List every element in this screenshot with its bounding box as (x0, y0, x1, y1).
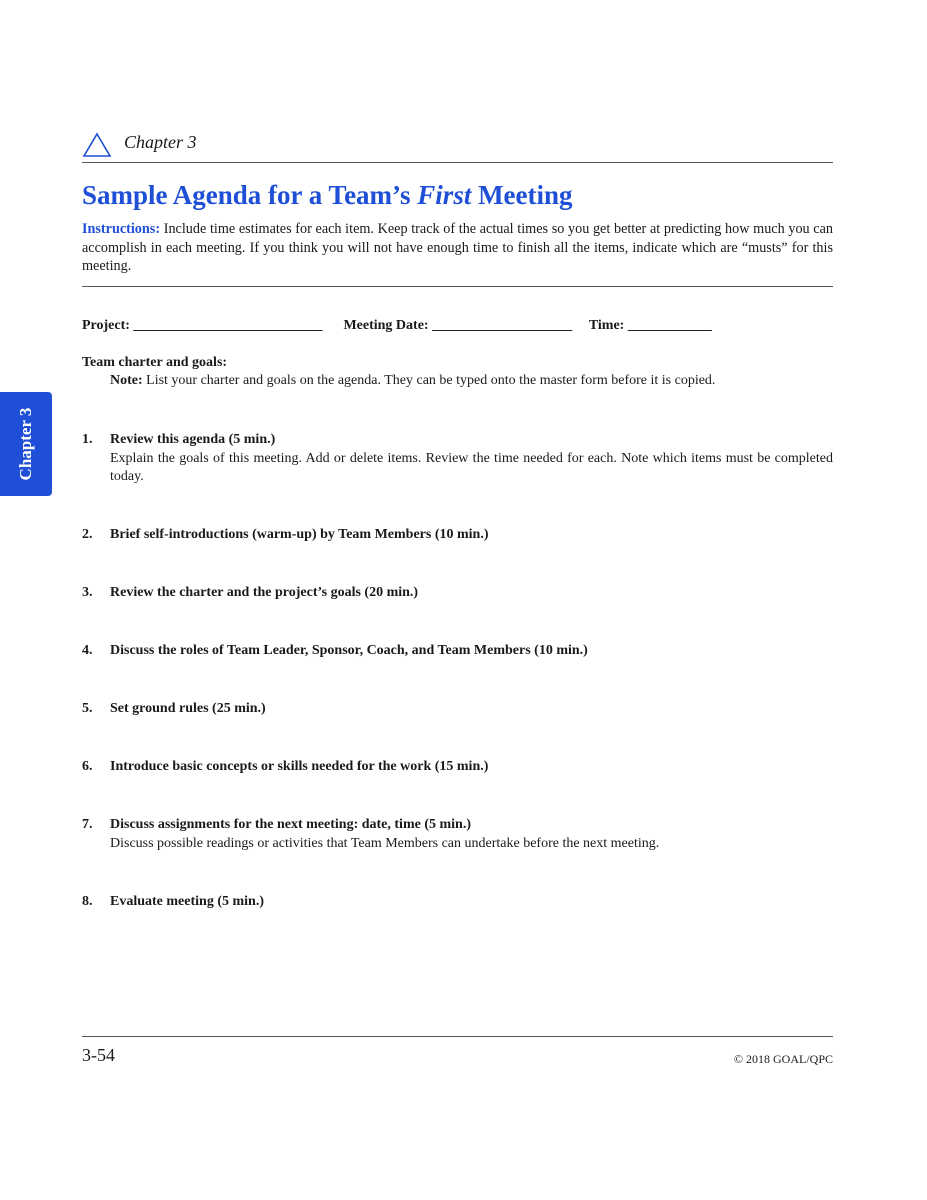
instructions-divider (82, 286, 833, 287)
note-text: List your charter and goals on the agenda. They can be typed onto the master form before it is copied. (142, 373, 716, 388)
triangle-icon (82, 132, 112, 158)
item-number: 3. (82, 585, 93, 600)
item-number: 1. (82, 432, 93, 447)
item-heading: Review the charter and the project’s goals (20 min.) (110, 585, 419, 600)
meeting-fields (82, 318, 833, 334)
header-divider (82, 162, 833, 163)
team-charter-note (110, 373, 833, 389)
page-number: 3-54 (82, 1045, 115, 1065)
time-field[interactable]: Time: ____________ (588, 318, 712, 333)
item-number: 7. (82, 817, 93, 832)
item-description: Explain the goals of this meeting. Add or delete items. Review the time needed for each. Note which items must be completed today. (110, 451, 833, 484)
instructions (82, 220, 833, 276)
meeting-date-field[interactable]: Meeting Date: ____________________ (343, 318, 573, 333)
item-heading: Introduce basic concepts or skills needed for the work (15 min.) (110, 759, 489, 774)
item-heading: Brief self-introductions (warm-up) by Team Members (10 min.) (110, 527, 489, 542)
footer-divider (82, 1036, 833, 1037)
copyright: © 2018 GOAL/QPC (733, 1052, 833, 1066)
note-label: Note: (110, 373, 143, 388)
item-number: 4. (82, 643, 93, 658)
item-heading: Discuss the roles of Team Leader, Sponsor, Coach, and Team Members (10 min.) (110, 643, 588, 658)
agenda-item (82, 432, 833, 484)
title-part-1: Sample Agenda for a Team’s (82, 180, 418, 210)
item-heading: Discuss assignments for the next meeting: date, time (5 min.) (110, 817, 471, 832)
item-heading: Evaluate meeting (5 min.) (110, 894, 264, 909)
instructions-label: Instructions: (82, 221, 161, 237)
title-part-3: Meeting (471, 180, 573, 210)
item-number: 8. (82, 894, 93, 909)
page-title (82, 180, 842, 211)
project-field[interactable]: Project: ___________________________ (82, 318, 323, 333)
chapter-title: Chapter 3 (124, 132, 197, 152)
team-charter-heading: Team charter and goals: (82, 355, 228, 370)
chapter-side-tab (0, 392, 52, 496)
item-heading: Review this agenda (5 min.) (110, 432, 276, 447)
title-part-2: First (417, 180, 472, 210)
item-number: 2. (82, 527, 93, 542)
side-tab-label: Chapter 3 (16, 407, 35, 481)
chapter-header (82, 130, 482, 158)
instructions-text: Include time estimates for each item. Keep track of the actual times so you get better at predicting how much you can accomplish in each meeting. If you think you will not have enough time to finish all the items, indicate which are “musts” for this meeting. (82, 221, 833, 274)
item-heading: Set ground rules (25 min.) (110, 701, 266, 716)
item-number: 5. (82, 701, 93, 716)
item-number: 6. (82, 759, 93, 774)
item-description: Discuss possible readings or activities that Team Members can undertake before the next meeting. (110, 836, 660, 851)
